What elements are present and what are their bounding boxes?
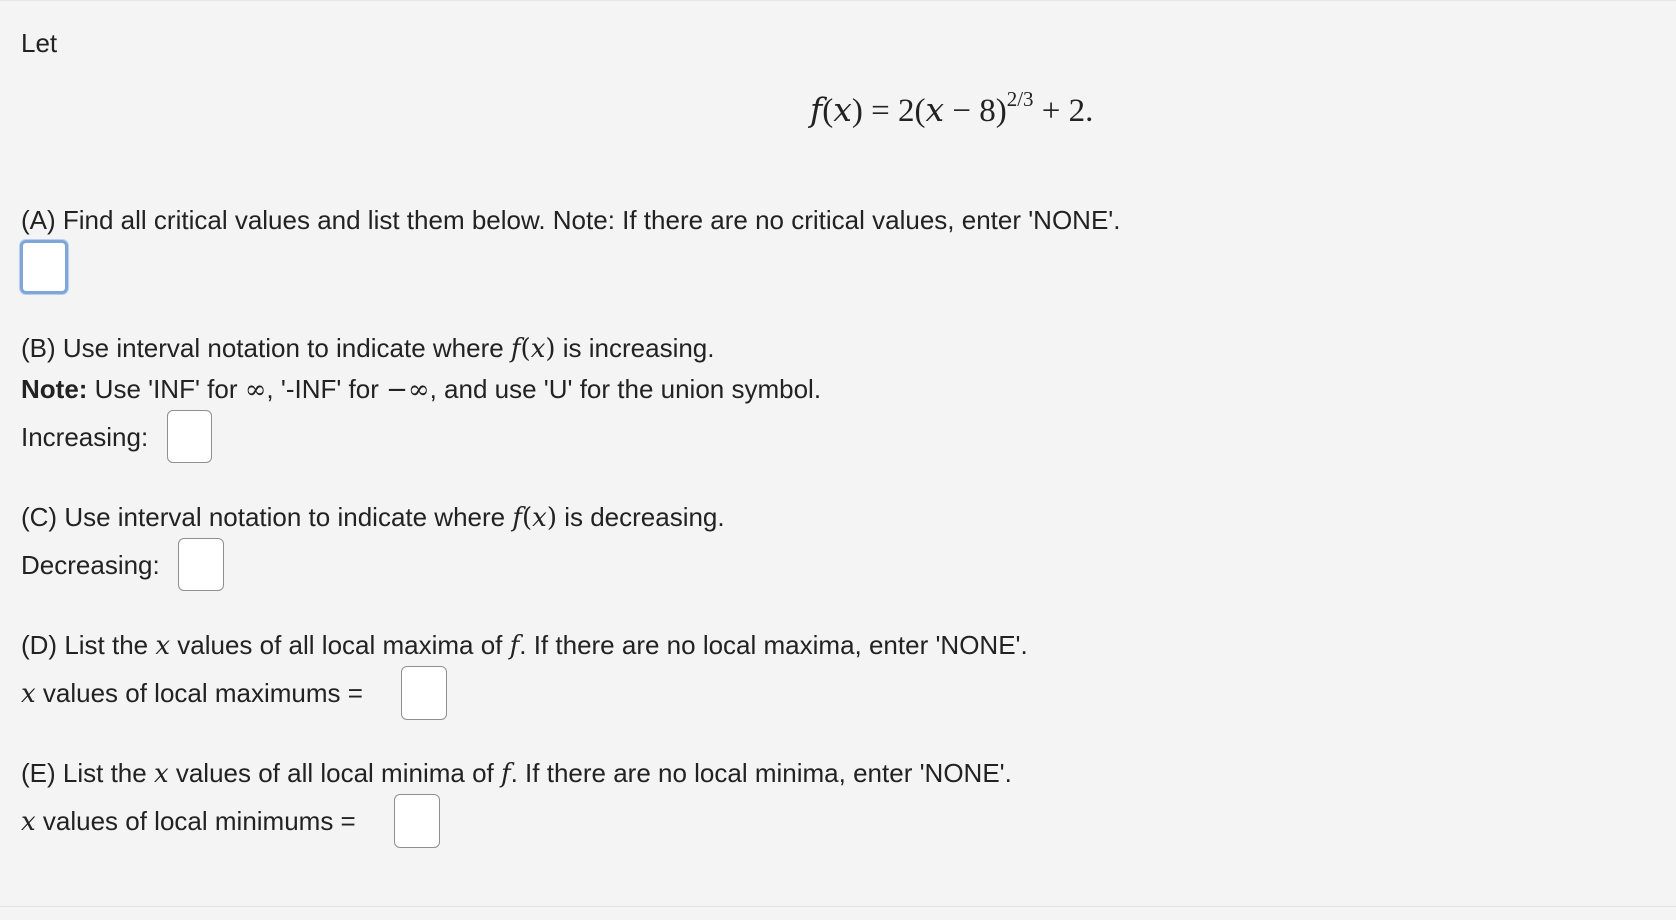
part-b-x: x: [530, 334, 546, 364]
part-c-prompt: [21, 500, 725, 535]
part-d-prompt-post: . If there are no local maxima, enter 'NONE'.: [519, 630, 1028, 660]
decreasing-label: Decreasing:: [21, 550, 160, 580]
part-e-f: f: [500, 759, 511, 789]
formula-eq: = 2(: [862, 93, 926, 129]
local-max-label: [21, 676, 363, 711]
part-e-prompt-mid: values of all local minima of: [168, 758, 501, 788]
part-c-prompt-pre: (C) Use interval notation to indicate where: [21, 502, 513, 532]
function-formula: [810, 88, 1093, 133]
decreasing-input[interactable]: [178, 538, 224, 591]
local-min-x: x: [21, 807, 36, 837]
part-c-x: x: [532, 503, 547, 533]
increasing-input[interactable]: [167, 410, 212, 463]
formula-f: f: [810, 90, 823, 129]
part-d-f: f: [509, 631, 520, 661]
increasing-label: Increasing:: [21, 422, 149, 452]
part-b-paren-open: (: [520, 334, 531, 364]
part-d-prompt-mid: values of all local maxima of: [170, 630, 510, 660]
formula-x: x: [833, 90, 852, 129]
part-c-paren-open: (: [521, 503, 533, 533]
part-e-prompt-pre: (E) List the: [21, 758, 154, 788]
formula-close: ): [851, 93, 863, 129]
part-b-paren-close: ): [545, 334, 556, 364]
local-max-input[interactable]: [401, 666, 447, 720]
bottom-divider: [0, 906, 1676, 907]
part-e-prompt-post: . If there are no local minima, enter 'NONE'.: [510, 758, 1012, 788]
part-c-prompt-post: is decreasing.: [556, 502, 725, 532]
negative-infinity-symbol: −∞: [386, 375, 430, 405]
local-min-label-text: values of local minimums =: [35, 806, 356, 836]
formula-open: (: [822, 93, 834, 129]
note-text-2: , '-INF' for: [266, 374, 387, 404]
part-d-prompt-pre: (D) List the: [21, 630, 156, 660]
formula-x2: x: [925, 90, 945, 129]
note-label: Note:: [21, 374, 88, 404]
part-b-prompt: [21, 331, 715, 366]
top-divider: [0, 0, 1676, 1]
part-b-note: [21, 372, 821, 407]
local-min-input[interactable]: [394, 794, 440, 848]
part-e-prompt: [21, 756, 1012, 791]
part-b-prompt-pre: (B) Use interval notation to indicate where: [21, 333, 511, 363]
critical-values-input[interactable]: [20, 240, 68, 294]
local-max-label-text: values of local maximums =: [35, 678, 363, 708]
intro-text: Let: [21, 28, 58, 58]
note-text-3: , and use 'U' for the union symbol.: [429, 374, 822, 404]
note-text-1: Use 'INF' for: [87, 374, 245, 404]
part-a-prompt: (A) Find all critical values and list them below. Note: If there are no critical values, enter 'NONE'.: [21, 205, 1121, 235]
part-b-prompt-post: is increasing.: [555, 333, 715, 363]
formula-tail: + 2.: [1033, 93, 1094, 129]
part-d-x: x: [155, 631, 171, 661]
part-e-x: x: [153, 759, 169, 789]
part-b-f: f: [510, 334, 521, 364]
formula-rest: − 8): [944, 93, 1007, 129]
part-c-paren-close: ): [546, 503, 557, 533]
part-c-f: f: [512, 503, 522, 533]
infinity-symbol: ∞: [244, 375, 267, 405]
part-d-prompt: [21, 628, 1028, 663]
local-min-label: [21, 804, 356, 839]
local-max-x: x: [21, 679, 36, 709]
formula-exponent: 2/3: [1006, 87, 1034, 111]
